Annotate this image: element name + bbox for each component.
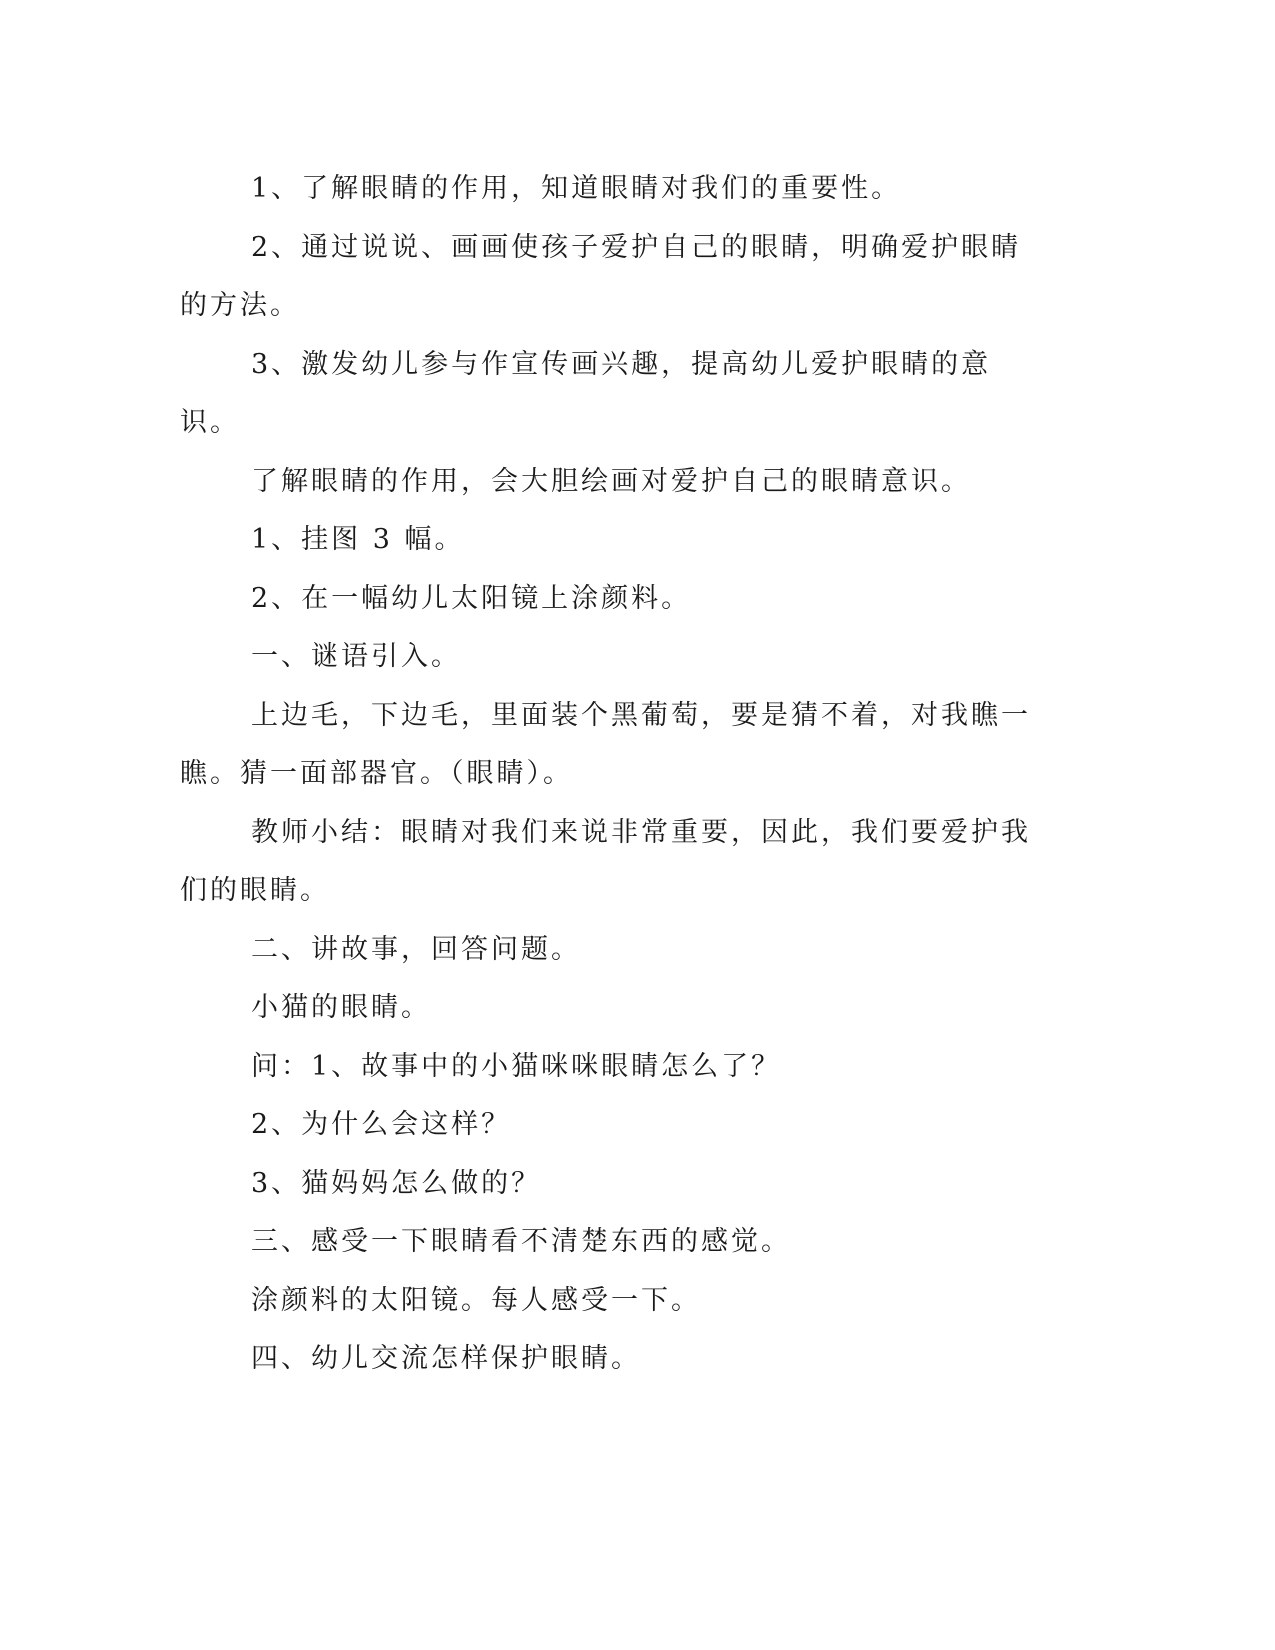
- goal-3-paragraph: 3、激发幼儿参与作宣传画兴趣，提高幼儿爱护眼睛的意识。: [180, 348, 992, 438]
- step-3-heading: 三、感受一下眼睛看不清楚东西的感觉。: [251, 1226, 791, 1257]
- question-3-paragraph: 3、猫妈妈怎么做的？: [251, 1167, 542, 1199]
- document-body: [180, 160, 1050, 1389]
- step-1-heading: 一、谜语引入。: [251, 641, 461, 672]
- goal-1-paragraph: 1、了解眼睛的作用，知道眼睛对我们的重要性。: [251, 173, 902, 204]
- sunglasses-paragraph: 涂颜料的太阳镜。每人感受一下。: [251, 1284, 701, 1316]
- riddle-paragraph: 上边毛，下边毛，里面装个黑葡萄，要是猜不着，对我瞧一瞧。猜一面部器官。（眼睛）。: [180, 699, 1031, 789]
- key-point-paragraph: 了解眼睛的作用，会大胆绘画对爱护自己的眼睛意识。: [251, 465, 971, 497]
- step-2-heading: 二、讲故事，回答问题。: [251, 933, 581, 965]
- teacher-summary-paragraph: 教师小结：眼睛对我们来说非常重要，因此，我们要爱护我们的眼睛。: [180, 816, 1031, 906]
- story-title-paragraph: 小猫的眼睛。: [251, 992, 431, 1023]
- material-1-paragraph: 1、挂图 3 幅。: [251, 524, 465, 555]
- step-4-heading: 四、幼儿交流怎样保护眼睛。: [251, 1343, 641, 1374]
- question-2-paragraph: 2、为什么会这样？: [251, 1109, 512, 1140]
- goal-2-paragraph: 2、通过说说、画画使孩子爱护自己的眼睛，明确爱护眼睛的方法。: [180, 231, 1022, 321]
- question-1-paragraph: 问：1、故事中的小猫咪咪眼睛怎么了？: [251, 1050, 782, 1082]
- material-2-paragraph: 2、在一幅幼儿太阳镜上涂颜料。: [251, 582, 692, 614]
